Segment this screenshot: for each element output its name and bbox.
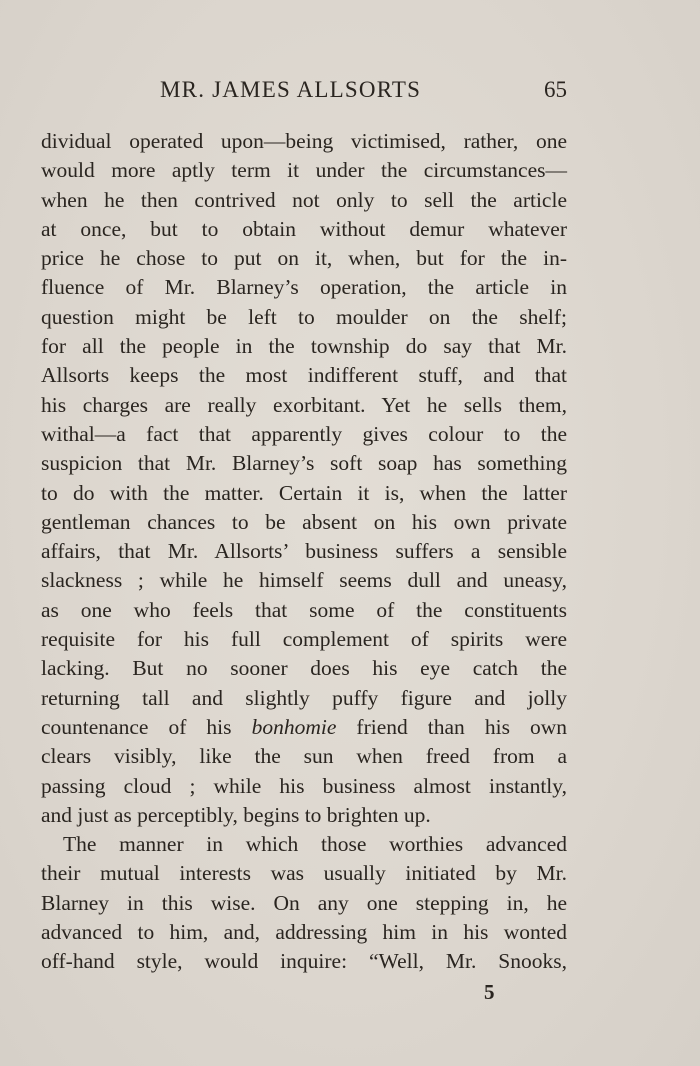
text-line-22: clears visibly, like the sun when freed from a	[41, 744, 567, 769]
text-line-24: and just as perceptibly, begins to brighten up.	[41, 802, 431, 827]
text-line-20: returning tall and slightly puffy figure and jolly	[41, 685, 567, 710]
text-line-18: requisite for his full complement of spirits were	[41, 627, 567, 652]
signature-mark: 5	[484, 980, 495, 1004]
text-line-21-before: countenance of his	[41, 714, 252, 739]
text-line-19: lacking. But no sooner does his eye catch the	[41, 656, 567, 681]
page-number: 65	[544, 77, 567, 102]
text-line-27: Blarney in this wise. On any one stepping in, he	[41, 890, 567, 915]
text-line-29: off-hand style, would inquire: “Well, Mr. Snooks,	[41, 949, 567, 974]
text-line-4: at once, but to obtain without demur whatever	[41, 216, 567, 241]
running-head	[41, 77, 567, 107]
text-line-21-after: friend than his own	[336, 714, 568, 739]
text-line-5: price he chose to put on it, when, but for the in-	[41, 246, 567, 271]
text-line-3: when he then contrived not only to sell the article	[41, 187, 567, 212]
text-line-26: their mutual interests was usually initiated by Mr.	[41, 861, 567, 886]
text-line-15: affairs, that Mr. Allsorts’ business suffers a sensible	[41, 539, 567, 564]
text-line-28: advanced to him, and, addressing him in his wonted	[41, 920, 567, 945]
text-line-6: fluence of Mr. Blarney’s operation, the article in	[41, 275, 567, 300]
text-line-23: passing cloud ; while his business almost instantly,	[41, 773, 567, 798]
text-line-2: would more aptly term it under the circumstances—	[41, 158, 567, 183]
text-line-14: gentleman chances to be absent on his own private	[41, 509, 567, 534]
text-line-1: dividual operated upon—being victimised, rather, one	[41, 129, 567, 153]
text-line-13: to do with the matter. Certain it is, when the latter	[41, 480, 567, 505]
running-title: MR. JAMES ALLSORTS	[160, 77, 422, 102]
text-line-8: for all the people in the township do say that Mr.	[41, 334, 567, 359]
text-line-25: The manner in which those worthies advanced	[63, 832, 567, 857]
italic-word-bonhomie: bonhomie	[251, 714, 337, 739]
body-text	[41, 127, 567, 977]
text-line-21	[41, 713, 567, 742]
text-line-7: question might be left to moulder on the shelf;	[41, 304, 567, 329]
text-line-10: his charges are really exorbitant. Yet he sells them,	[41, 392, 567, 417]
text-line-16: slackness ; while he himself seems dull and uneasy,	[41, 568, 567, 593]
text-line-17: as one who feels that some of the constituents	[41, 597, 567, 622]
text-line-9: Allsorts keeps the most indifferent stuff, and that	[41, 363, 567, 388]
text-line-11: withal—a fact that apparently gives colour to the	[41, 421, 567, 446]
text-line-12: suspicion that Mr. Blarney’s soft soap has something	[41, 451, 567, 476]
